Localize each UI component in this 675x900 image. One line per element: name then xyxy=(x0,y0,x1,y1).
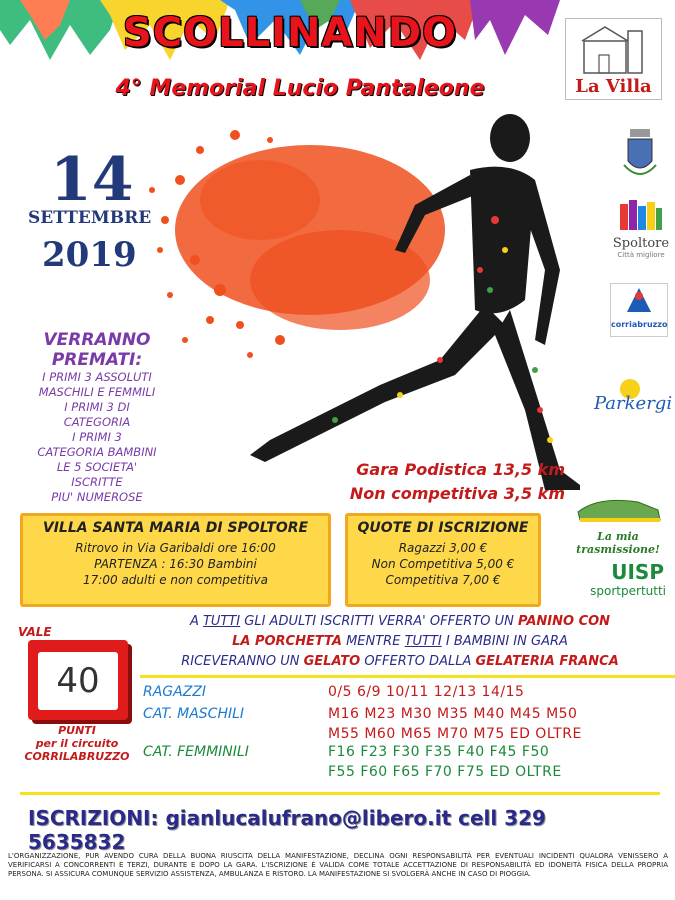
prize-line: I PRIMI 3 DI xyxy=(64,400,130,414)
prize-line: CATEGORIA xyxy=(63,415,131,429)
prizes-heading-1: VERRANNO xyxy=(43,330,151,350)
maschili-values: M55 M60 M65 M70 M75 ED OLTRE xyxy=(328,726,582,742)
shoe-icon xyxy=(568,492,668,526)
gift-text-part: TUTTI xyxy=(404,634,442,649)
spoltore-label: Spoltore xyxy=(612,236,670,251)
uisp-label: UISP xyxy=(611,560,664,584)
date-day: 14 xyxy=(50,145,134,215)
prizes-block xyxy=(12,330,182,505)
event-subtitle: 4° Memorial Lucio Pantaleone xyxy=(115,76,485,101)
prize-line: PIU' NUMEROSE xyxy=(51,490,143,504)
coat-of-arms-icon xyxy=(622,125,658,185)
location-box xyxy=(20,513,331,607)
correre-logo xyxy=(568,492,668,556)
gift-text-part: MENTRE xyxy=(341,634,405,649)
femminili-values: F16 F23 F30 F35 F40 F45 F50 xyxy=(328,744,550,760)
prize-line: I PRIMI 3 ASSOLUTI xyxy=(42,370,152,384)
fee-line: Ragazzi 3,00 € xyxy=(398,541,488,555)
prize-line: MASCHILI E FEMMILI xyxy=(38,385,156,399)
disclaimer: L'ORGANIZZAZIONE, PUR AVENDO CURA DELLA BUONA RIUSCITA DELLA MANIFESTAZIONE, DECLINA OGNI RESPONSABILITÀ PER EVENTUALI INCIDENTI QUALORA VENISSERO A VERIFICARSI A CONCORRENTI E TERZI, DURANTE E DOPO LA GARA. L'ISCRIZIONE È VALIDA COME TOTALE ACCETTAZIONE DI RESPONSABILITÀ ED IDONEITÀ FISICA DELLA PROPRIA PERSONA. SI ASSICURA COMUNQUE SERVIZIO ASSISTENZA, AMBULANZA E RISTORO. LA MANIFESTAZIONE SI SVOLGERÀ ANCHE IN CASO DI PIOGGIA. xyxy=(8,852,668,878)
spoltore-sublabel: Città migliore xyxy=(617,251,665,259)
prizes-heading-2: PREMATI: xyxy=(51,350,143,370)
gift-text-part: GLI ADULTI ISCRITTI VERRA' OFFERTO UN xyxy=(240,614,519,629)
la-villa-logo xyxy=(565,18,662,100)
femminili-values: F55 F60 F65 F70 F75 ED OLTRE xyxy=(328,764,562,780)
divider xyxy=(20,792,660,795)
location-line: Ritrovo in Via Garibaldi ore 16:00 xyxy=(75,541,276,555)
gift-text-part: OFFERTO DALLA xyxy=(360,654,476,669)
corrilabruzzo-label: corriabruzzo xyxy=(611,320,668,329)
prize-line: LE 5 SOCIETA' xyxy=(56,460,138,474)
date-month: SETTEMBRE xyxy=(28,208,152,228)
location-title: VILLA SANTA MARIA DI SPOLTORE xyxy=(42,520,309,536)
fees-box xyxy=(345,513,541,607)
runner-illustration xyxy=(140,110,580,490)
points-caption xyxy=(22,724,132,763)
uisp-sublabel: sportpertutti xyxy=(590,584,666,598)
gift-highlight: GELATO xyxy=(303,654,361,669)
parkergi-label: Parkergi xyxy=(594,393,673,414)
registration-contact: ISCRIZIONI: gianlucalufrano@libero.it cell 329 5635832 xyxy=(28,806,546,854)
location-line: PARTENZA : 16:30 Bambini xyxy=(94,557,257,571)
la-villa-label: La Villa xyxy=(575,76,652,97)
church-icon xyxy=(566,19,661,79)
ragazzi-label: RAGAZZI xyxy=(143,684,207,700)
gift-highlight: LA PORCHETTA xyxy=(232,634,342,649)
divider xyxy=(140,675,675,678)
gift-text-part: RICEVERANNO UN xyxy=(181,654,304,669)
prize-line: I PRIMI 3 xyxy=(72,430,122,444)
points-label: per il circuito xyxy=(35,737,119,750)
maschili-label: CAT. MASCHILI xyxy=(143,706,245,722)
gift-highlight: PANINO CON xyxy=(518,614,611,629)
gift-text-part: TUTTI xyxy=(202,614,241,629)
uisp-logo xyxy=(580,560,670,604)
spoltore-logo xyxy=(610,198,672,260)
points-value: 40 xyxy=(38,652,118,710)
prize-line: ISCRITTE xyxy=(71,475,123,489)
points-label: PUNTI xyxy=(58,724,96,737)
fee-line: Competitiva 7,00 € xyxy=(385,573,501,587)
corrilabruzzo-logo xyxy=(610,283,668,337)
fee-line: Non Competitiva 5,00 € xyxy=(371,557,515,571)
buildings-icon xyxy=(610,198,672,232)
race-competitive: Gara Podistica 13,5 km xyxy=(356,460,565,479)
correre-sublabel: La mia trasmissione! xyxy=(576,530,660,556)
date-year: 2019 xyxy=(42,235,137,275)
gift-text xyxy=(140,612,660,672)
gift-text-part: A xyxy=(189,614,203,629)
fees-title: QUOTE DI ISCRIZIONE xyxy=(357,520,529,536)
event-title: SCOLLINANDO xyxy=(122,10,458,56)
prize-line: CATEGORIA BAMBINI xyxy=(37,445,157,459)
points-label: CORRILABRUZZO xyxy=(24,750,130,763)
points-vale: VALE xyxy=(18,625,52,639)
runner-logo-icon xyxy=(611,284,667,316)
maschili-values: M16 M23 M30 M35 M40 M45 M50 xyxy=(328,706,578,722)
race-noncompetitive: Non competitiva 3,5 km xyxy=(349,484,565,503)
parkergi-logo xyxy=(590,375,672,425)
race-distances xyxy=(300,458,565,506)
gift-text-part: I BAMBINI IN GARA xyxy=(441,634,568,649)
femminili-label: CAT. FEMMINILI xyxy=(143,744,249,760)
location-line: 17:00 adulti e non competitiva xyxy=(83,573,268,587)
ragazzi-values: 0/5 6/9 10/11 12/13 14/15 xyxy=(328,684,525,700)
gift-highlight: GELATERIA FRANCA xyxy=(475,654,619,669)
